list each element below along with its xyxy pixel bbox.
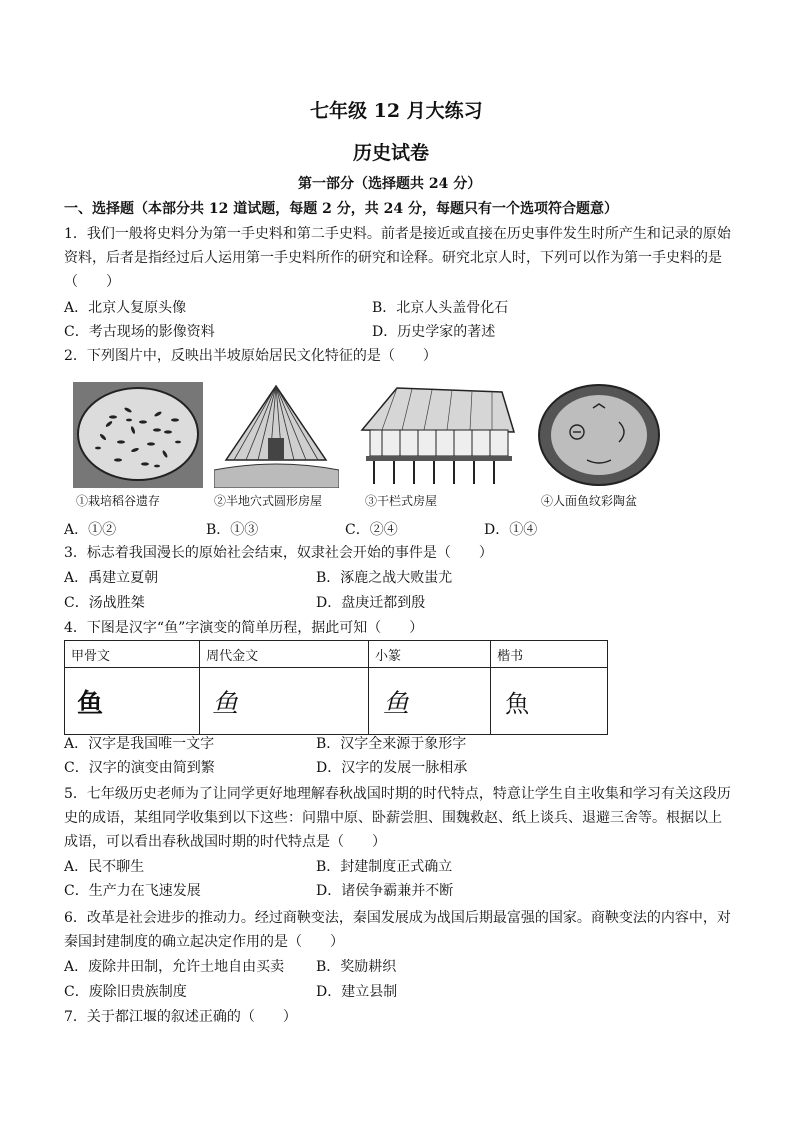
q4-stem: 4．下图是汉字“鱼”字演变的简单历程，据此可知（ ） — [64, 620, 424, 636]
q2-caption-1: ①栽培稻谷遗存 — [76, 494, 161, 508]
pottery-basin-image — [537, 382, 662, 488]
q2-option-d[interactable]: D．①④ — [484, 522, 538, 538]
q6-option-c[interactable]: C．废除旧贵族制度 — [64, 984, 187, 1000]
exam-title: 七年级 12 月大练习 — [310, 100, 483, 122]
q6-stem-line2: 秦国封建制度的确立起决定作用的是（ ） — [64, 934, 344, 950]
q1-option-c[interactable]: C．考古现场的影像资料 — [64, 324, 215, 340]
q5-stem-line3: 成语，可以看出春秋战国时期的时代特点是（ ） — [64, 834, 386, 850]
exam-subtitle: 历史试卷 — [353, 142, 430, 164]
q2-stem: 2．下列图片中，反映出半坡原始居民文化特征的是（ ） — [64, 348, 437, 364]
round-hut-image — [214, 382, 339, 488]
q3-option-b[interactable]: B．涿鹿之战大败蚩尤 — [316, 570, 453, 586]
q4-option-c[interactable]: C．汉字的演变由简到繁 — [64, 760, 215, 776]
q6-option-d[interactable]: D．建立县制 — [316, 984, 398, 1000]
small-seal-glyph: 鱼 — [368, 668, 490, 735]
table-header: 楷书 — [491, 641, 608, 668]
character-evolution-table — [64, 640, 608, 735]
part-heading: 第一部分（选择题共 24 分） — [298, 176, 482, 192]
stilt-house-image — [352, 382, 520, 488]
oracle-bone-glyph: 鱼 — [65, 668, 200, 735]
q2-option-c[interactable]: C．②④ — [345, 522, 398, 538]
q1-option-b[interactable]: B．北京人头盖骨化石 — [372, 300, 509, 316]
q5-option-d[interactable]: D．诸侯争霸兼并不断 — [316, 883, 454, 899]
q6-stem-line1: 6．改革是社会进步的推动力。经过商鞅变法，秦国发展成为战国后期最富强的国家。商鞅变法的内容中，对 — [64, 910, 731, 926]
regular-script-glyph: 魚 — [491, 668, 608, 735]
q5-stem-line1: 5．七年级历史老师为了让同学更好地理解春秋战国时期的时代特点，特意让学生自主收集和学习有关这段历 — [64, 786, 731, 802]
q4-option-d[interactable]: D．汉字的发展一脉相承 — [316, 760, 468, 776]
q4-option-a[interactable]: A．汉字是我国唯一文字 — [64, 736, 215, 752]
q5-option-b[interactable]: B．封建制度正式确立 — [316, 859, 453, 875]
q2-caption-4: ④人面鱼纹彩陶盆 — [541, 494, 638, 508]
q1-stem-line1: 1．我们一般将史料分为第一手史料和第二手史料。前者是接近或直接在历史事件发生时所产生和记录的原始 — [64, 226, 731, 242]
section-heading: 一、选择题（本部分共 12 道试题，每题 2 分，共 24 分，每题只有一个选项符合题意） — [64, 201, 618, 217]
q1-option-a[interactable]: A．北京人复原头像 — [64, 300, 187, 316]
q3-option-c[interactable]: C．汤战胜桀 — [64, 595, 145, 611]
q3-option-d[interactable]: D．盘庚迁都到殷 — [316, 595, 426, 611]
q5-option-a[interactable]: A．民不聊生 — [64, 859, 145, 875]
q4-option-b[interactable]: B．汉字全来源于象形字 — [316, 736, 467, 752]
q1-option-d[interactable]: D．历史学家的著述 — [372, 324, 496, 340]
q3-stem: 3．标志着我国漫长的原始社会结束，奴隶社会开始的事件是（ ） — [64, 545, 493, 561]
bronze-script-glyph: 鱼 — [200, 668, 369, 735]
table-header: 甲骨文 — [65, 641, 200, 668]
q6-option-b[interactable]: B．奖励耕织 — [316, 959, 397, 975]
rice-remains-image — [73, 382, 203, 488]
q2-option-b[interactable]: B．①③ — [206, 522, 259, 538]
q5-option-c[interactable]: C．生产力在飞速发展 — [64, 883, 201, 899]
table-header: 周代金文 — [200, 641, 369, 668]
q2-caption-2: ②半地穴式圆形房屋 — [214, 494, 323, 508]
q6-option-a[interactable]: A．废除井田制，允许土地自由买卖 — [64, 959, 285, 975]
q2-option-a[interactable]: A．①② — [64, 522, 117, 538]
q7-stem: 7．关于都江堰的叙述正确的（ ） — [64, 1009, 297, 1025]
q1-stem-line3: （ ） — [64, 274, 120, 290]
q5-stem-line2: 史的成语，某组同学收集到以下这些：问鼎中原、卧薪尝胆、围魏救赵、纸上谈兵、退避三舍等。根据以上 — [64, 810, 722, 826]
table-header: 小篆 — [368, 641, 490, 668]
q1-stem-line2: 资料，后者是指经过后人运用第一手史料所作的研究和诠释。研究北京人时，下列可以作为第一手史料的是 — [64, 250, 722, 266]
q3-option-a[interactable]: A．禹建立夏朝 — [64, 570, 159, 586]
q2-caption-3: ③干栏式房屋 — [365, 494, 438, 508]
